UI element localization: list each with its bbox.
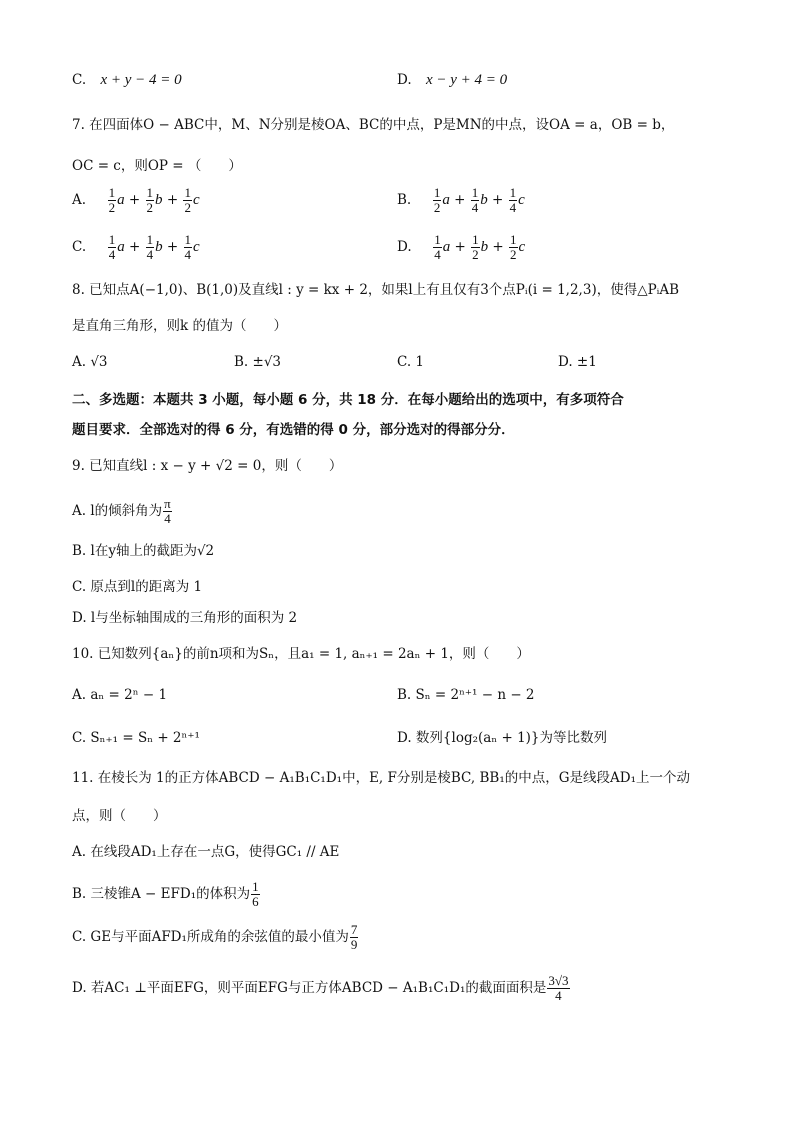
q7-d-frac-3: $\frac{1}{2}$ [510, 232, 517, 262]
q11-option-b-frac: $\frac{1}{6}$ [252, 879, 259, 909]
q9-option-a-frac: $\frac{\pi}{4}$ [164, 496, 171, 526]
q7-c-frac-2: $\frac{1}{4}$ [146, 232, 154, 262]
q11-option-b-text: B. 三棱锥A − EFD₁的体积为 [72, 886, 251, 902]
q7-a-frac-3: $\frac{1}{2}$ [184, 185, 191, 215]
q9-option-a [72, 497, 173, 526]
q7-option-b: B. $\frac{1}{2}$ a + $\frac{1}{4}$ b + $\frac{1}{4}$ c [397, 185, 525, 215]
q8-stem-line2: 是直角三角形，则k 的值为（ ） [72, 318, 287, 334]
q6-option-d [397, 70, 507, 90]
q7-option-d: D. $\frac{1}{4}$ a + $\frac{1}{2}$ b + $\frac{1}{2}$ c [397, 232, 526, 262]
q6-option-d-label: D. [397, 72, 412, 88]
q7-a-frac-2: $\frac{1}{2}$ [146, 185, 154, 215]
q8-option-c: C. 1 [397, 354, 425, 370]
q7-b-frac-1: $\frac{1}{2}$ [433, 185, 441, 215]
q11-option-d [72, 974, 571, 1003]
q11-option-a: A. 在线段AD₁上存在一点G，使得GC₁ // AE [72, 844, 340, 860]
q10-option-c: C. Sₙ₊₁ = Sₙ + 2ⁿ⁺¹ [72, 730, 200, 746]
section2-heading-line2: 题目要求．全部选对的得 6 分，有选错的得 0 分，部分选对的得部分分． [72, 422, 515, 438]
q7-b-frac-2: $\frac{1}{4}$ [471, 185, 479, 215]
q7-option-a-label: A. [72, 192, 87, 208]
q11-option-c-frac: $\frac{7}{9}$ [350, 922, 358, 952]
q6-option-c [72, 70, 182, 90]
q10-stem: 10. 已知数列{aₙ}的前n项和为Sₙ，且a₁ = 1, aₙ₊₁ = 2aₙ + 1，则（ ） [72, 646, 530, 662]
q7-c-frac-1: $\frac{1}{4}$ [108, 232, 116, 262]
q11-option-c [72, 923, 359, 952]
q11-stem-line1: 11. 在棱长为 1的正方体ABCD − A₁B₁C₁D₁中，E, F分别是棱BC, BB₁的中点，G是线段AD₁上一个动 [72, 770, 691, 786]
q10-option-a: A. aₙ = 2ⁿ − 1 [72, 687, 168, 703]
q10-option-b: B. Sₙ = 2ⁿ⁺¹ − n − 2 [397, 687, 535, 703]
q6-option-c-text: x + y − 4 = 0 [100, 72, 182, 88]
q8-option-a: A. √3 [72, 354, 108, 370]
q8-option-d: D. ±1 [558, 354, 597, 370]
section2-heading-line1: 二、多选题：本题共 3 小题，每小题 6 分，共 18 分．在每小题给出的选项中，有多项符合 [72, 392, 624, 408]
q7-d-frac-2: $\frac{1}{2}$ [472, 232, 479, 262]
q11-option-d-frac: $\frac{3√3}{4}$ [548, 973, 569, 1003]
q11-stem-line2: 点，则（ ） [72, 808, 167, 824]
q7-b-frac-3: $\frac{1}{4}$ [509, 185, 517, 215]
q11-option-b [72, 880, 261, 909]
q7-option-c: C. $\frac{1}{4}$ a + $\frac{1}{4}$ b + $\frac{1}{4}$ c [72, 232, 200, 262]
q6-option-d-text: x − y + 4 = 0 [425, 72, 508, 88]
q7-option-b-label: B. [397, 192, 412, 208]
q7-option-d-label: D. [397, 239, 412, 255]
q9-option-b: B. l在y轴上的截距为√2 [72, 543, 215, 559]
q9-option-c: C. 原点到l的距离为 1 [72, 579, 203, 595]
q7-stem-line1: 7. 在四面体O − ABC中，M、N分别是棱OA、BC的中点，P是MN的中点，设OA = a，OB = b， [72, 117, 675, 133]
q7-stem-line2: OC = c，则OP = （ ） [72, 158, 242, 174]
q7-c-frac-3: $\frac{1}{4}$ [184, 232, 192, 262]
q9-option-d: D. l与坐标轴围成的三角形的面积为 2 [72, 610, 298, 626]
q7-option-a: A. $\frac{1}{2}$ a + $\frac{1}{2}$ b + $\frac{1}{2}$ c [72, 185, 200, 215]
q6-option-c-label: C. [72, 72, 87, 88]
q11-option-d-text: D. 若AC₁ ⊥平面EFG，则平面EFG与正方体ABCD − A₁B₁C₁D₁的截面面积是 [72, 980, 547, 996]
q7-option-c-label: C. [72, 239, 87, 255]
q11-option-c-text: C. GE与平面AFD₁所成角的余弦值的最小值为 [72, 929, 349, 945]
q7-a-frac-1: $\frac{1}{2}$ [108, 185, 116, 215]
q9-option-a-text: A. l的倾斜角为 [72, 503, 163, 519]
q8-stem-line1: 8. 已知点A(−1,0)、B(1,0)及直线l : y = kx + 2，如果l上有且仅有3个点Pᵢ(i = 1,2,3)，使得△PᵢAB [72, 282, 680, 298]
q10-option-d: D. 数列{log₂(aₙ + 1)}为等比数列 [397, 730, 608, 746]
q7-d-frac-1: $\frac{1}{4}$ [434, 232, 441, 262]
q9-stem: 9. 已知直线l : x − y + √2 = 0，则（ ） [72, 458, 343, 474]
q8-option-b: B. ±√3 [234, 354, 282, 370]
